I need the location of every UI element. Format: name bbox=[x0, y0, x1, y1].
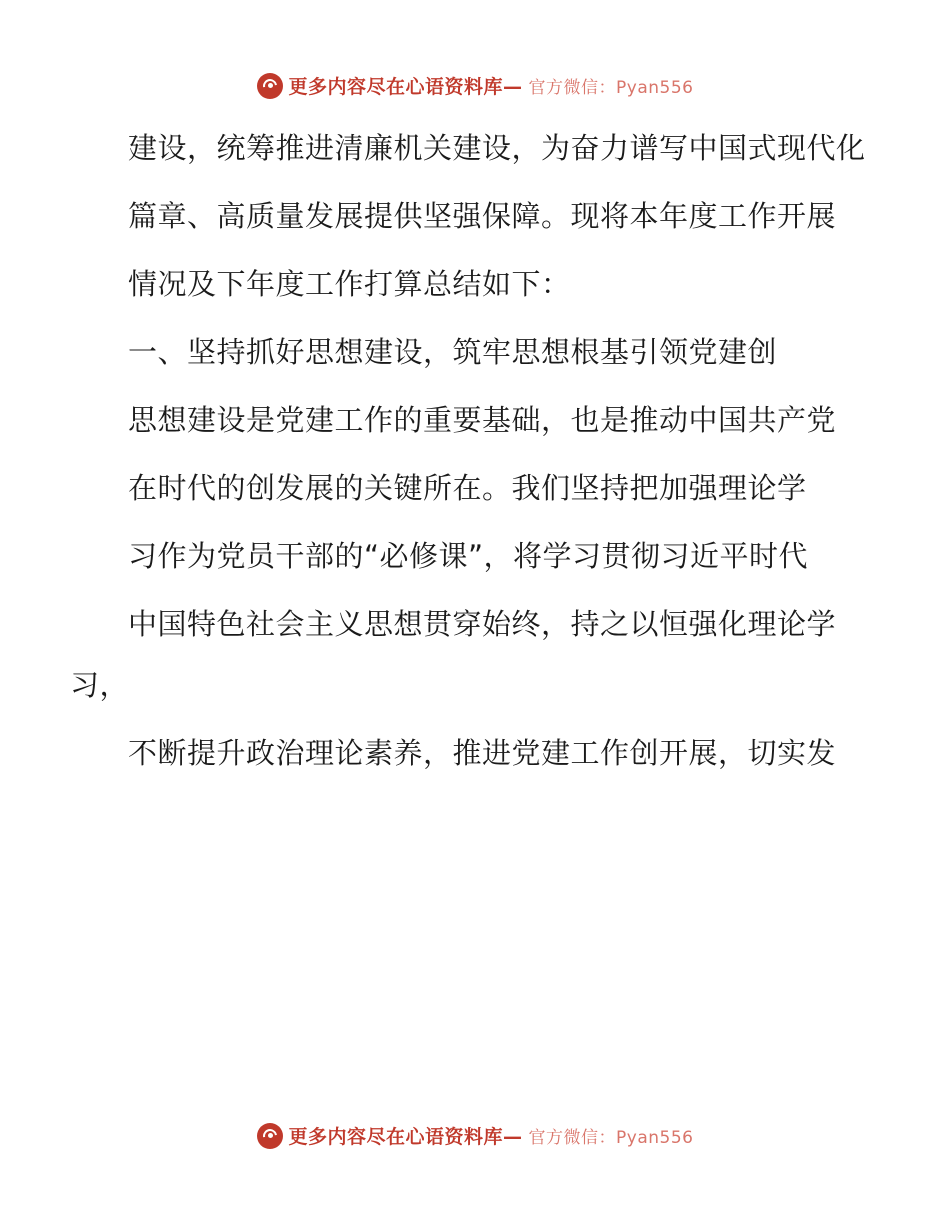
paragraph: 习作为党员干部的“必修课”，将学习贯彻习近平时代 bbox=[128, 539, 809, 573]
watermark-sub-text: 官方微信：Pyan556 bbox=[528, 1128, 694, 1148]
compass-logo-icon bbox=[257, 73, 283, 99]
paragraph: 情况及下年度工作打算总结如下： bbox=[128, 267, 571, 301]
paragraph: 中国特色社会主义思想贯穿始终，持之以恒强化理论学习， bbox=[70, 607, 837, 702]
watermark-banner-bottom bbox=[0, 1122, 950, 1149]
paragraph: 建设，统筹推进清廉机关建设，为奋力谱写中国式现代化 bbox=[128, 131, 866, 165]
watermark-banner-top bbox=[0, 72, 950, 99]
watermark-main-text: 更多内容尽在心语资料库— bbox=[288, 1126, 523, 1148]
watermark-main-text: 更多内容尽在心语资料库— bbox=[288, 76, 523, 98]
watermark-sub-text: 官方微信：Pyan556 bbox=[528, 78, 694, 98]
compass-logo-icon bbox=[257, 1123, 283, 1149]
paragraph: 思想建设是党建工作的重要基础，也是推动中国共产党 bbox=[128, 403, 837, 437]
paragraph: 一、坚持抓好思想建设，筑牢思想根基引领党建创 bbox=[128, 335, 778, 369]
paragraph: 不断提升政治理论素养，推进党建工作创开展，切实发 bbox=[128, 736, 837, 770]
paragraph: 在时代的创发展的关键所在。我们坚持把加强理论学 bbox=[128, 471, 807, 505]
paragraph: 篇章、高质量发展提供坚强保障。现将本年度工作开展 bbox=[128, 199, 837, 233]
document-text-body bbox=[70, 118, 880, 791]
